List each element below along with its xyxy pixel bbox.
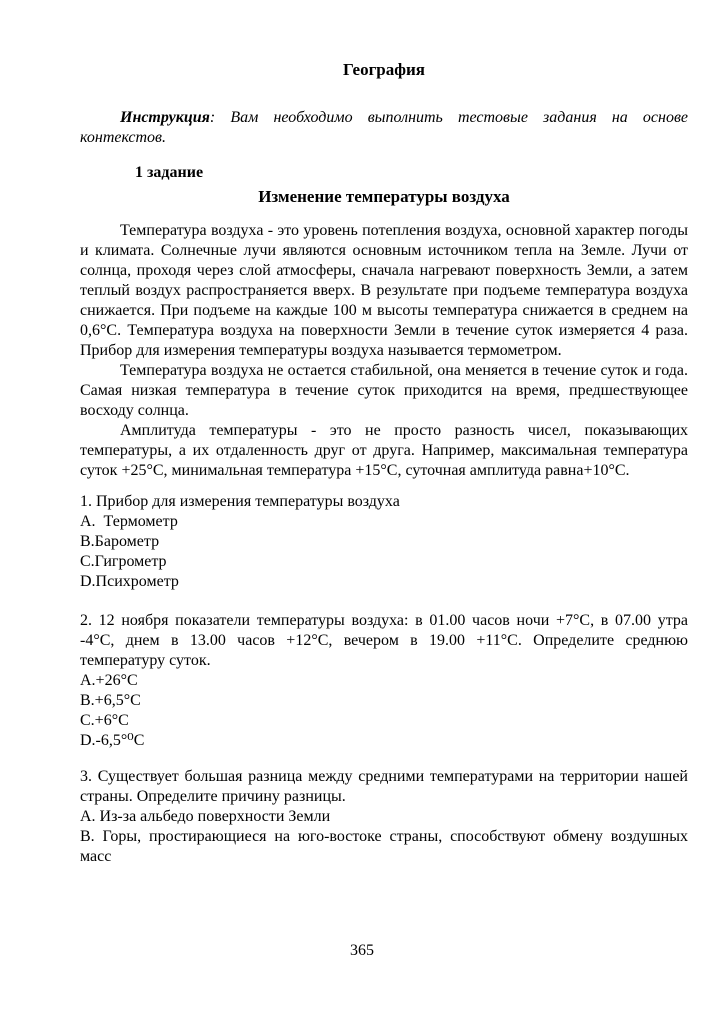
question-1-stem: 1. Прибор для измерения температуры воздуха: [80, 493, 400, 510]
instruction-label: Инструкция: [120, 109, 210, 126]
question-1-option-a: A. Термометр: [80, 513, 178, 530]
question-3-option-a: A. Из-за альбедо поверхности Земли: [80, 808, 331, 825]
context-paragraph-3: Амплитуда температуры - это не просто разность чисел, показывающих температуры, а их отдаленность друг от друга. Например, максимальная температура суток +25°С, минимальная температура +15°С, суточная амплитуда равна+10°С.: [80, 422, 688, 479]
question-1-option-b: B.Барометр: [80, 533, 160, 550]
question-1-option-d: D.Психрометр: [80, 573, 179, 590]
question-2-option-d: D.-6,5°⁰С: [80, 732, 145, 749]
task-heading: Изменение температуры воздуха: [258, 187, 510, 206]
question-2-option-a: A.+26°С: [80, 672, 138, 689]
question-2-option-c: C.+6°С: [80, 712, 129, 729]
context-paragraph-2: Температура воздуха не остается стабильной, она меняется в течение суток и года. Самая низкая температура в течение суток приходится на время, предшествующее восходу солнца.: [80, 362, 688, 419]
context-paragraph-1: Температура воздуха - это уровень потепления воздуха, основной характер погоды и климата. Солнечные лучи являются основным источником тепла на Земле. Лучи от солнца, проходя через слой атмосферы, сначала нагревают поверхность Земли, а затем теплый воздух распространяется вверх. В результате при подъеме температура воздуха снижается. При подъеме на каждые 100 м высоты температура снижается в среднем на 0,6°С. Температура воздуха на поверхности Земли в течение суток измеряется 4 раза. Прибор для измерения температуры воздуха называется термометром.: [80, 222, 688, 359]
question-2-option-b: B.+6,5°С: [80, 692, 141, 709]
task-number-label: 1 задание: [135, 164, 204, 181]
instruction-text: : Вам необходимо выполнить тестовые задания на основе контекстов.: [80, 109, 688, 146]
question-3: [80, 767, 688, 867]
page-title: География: [343, 60, 425, 79]
question-1: [80, 492, 688, 592]
instruction-paragraph: [80, 108, 688, 148]
question-2-stem: 2. 12 ноября показатели температуры воздуха: в 01.00 часов ночи +7°С, в 07.00 утра -4°С, днем в 13.00 часов +12°С, вечером в 19.00 +11°С. Определите среднюю температуру суток.: [80, 612, 688, 669]
question-3-stem: 3. Существует большая разница между средними температурами на территории нашей страны. Определите причину разницы.: [80, 768, 688, 805]
question-3-option-b: B. Горы, простирающиеся на юго-востоке страны, способствуют обмену воздушных масс: [80, 828, 688, 865]
question-2: [80, 611, 688, 751]
page-number: 365: [350, 942, 374, 959]
question-1-option-c: C.Гигрометр: [80, 553, 167, 570]
